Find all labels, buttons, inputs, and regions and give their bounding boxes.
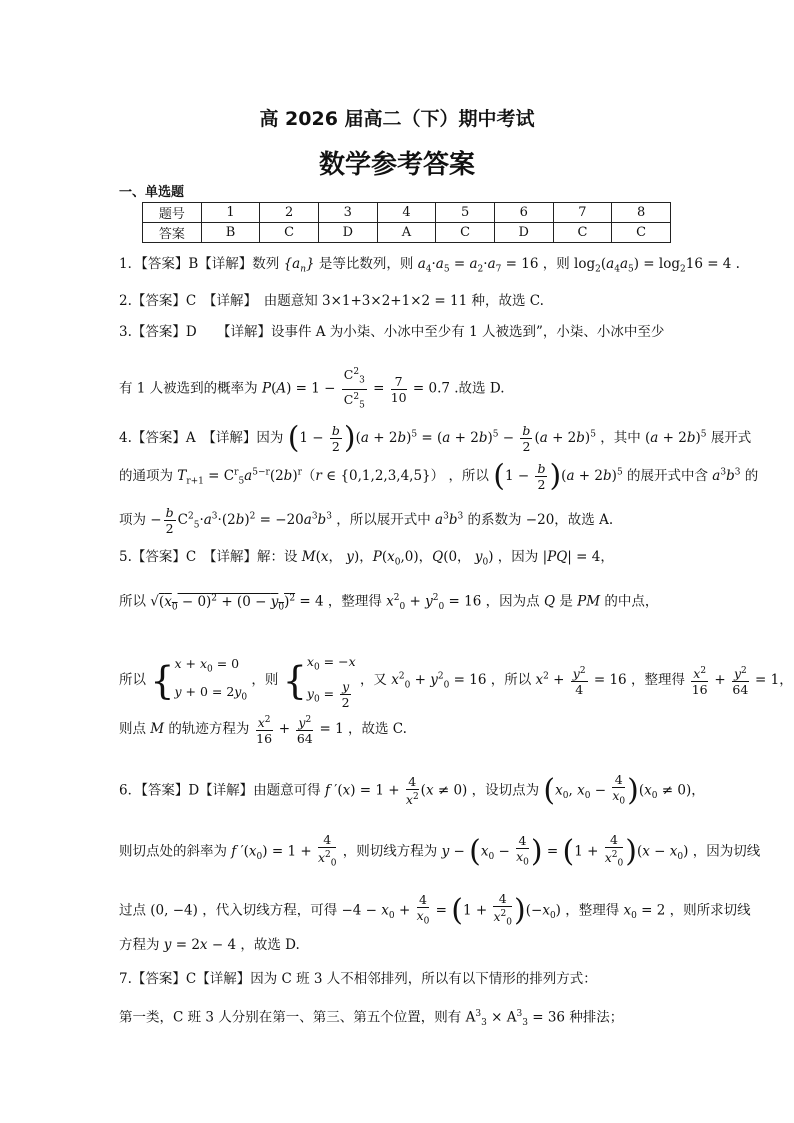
q6-text-6: 过点 [119,902,146,919]
q5-line-2: 所以 $√(x_0 - 0)^2 + (0 - y_0)^2 = 4$ ，整理得 $x^2_0 + y^2_0 = 16$ ，因为点 Q 是 PM 的中点， [119,593,659,613]
q6-text: 6．【答案】D【详解】由题意可得 [119,782,321,799]
q6-text-7: ，代入切线方程，可得 [202,902,338,919]
q6-text-11: ，故选 D. [240,937,300,953]
q5-text-7: 的中点， [604,593,659,610]
q5-text-13: 则点 [119,721,146,738]
q5-line-3: 所以 {$x + x_0 = 0$ $y + 0 = 2y_0$ ，则 {$x_0 = -x$ $y_0$ = $\frac{y}{2}$ ，又 $x^2_0 + y^2_0 = 16$ ，所以 $x^2$ + $\frac{y^2}{4}$ = 16 ，整理得 $\frac{x^2}{16}$ + $\frac{y^2}{64}$ = 1， [119,654,793,710]
table-cell: C [553,223,612,243]
q5-text-4: ，整理得 [327,593,382,610]
table-cell: A [377,223,436,243]
table-cell: C [612,223,671,243]
q6-line-2: 则切点处的斜率为 f $'(x_0) = 1$ + $\frac{4}{x^2_0}$ ，则切线方程为 $y - (x_0$ − $\frac{4}{x_0}$ ) = (1 + $\frac{4}{x^2_0}$ )$(x - x_0)$ ，因为切线 [119,832,761,869]
q5-text-9: ，则 [251,672,279,688]
q5-text-8: 所以 [119,672,146,688]
q1-line: 1．【答案】B【详解】数列 $\{a_n\}$ 是等比数列，则 $a_4\cdot a_5 = a_2\cdot a_7 = 16$ ，则 $\log_2(a_4a_5) = \log_216 = 4$ . [119,256,740,275]
q5-text: 5.【答案】C 【详解】解：设 [119,549,298,565]
q7-line-1: 7.【答案】C【详解】因为 C 班 3 人不相邻排列，所以有以下情形的排列方式： [119,971,597,987]
q6-line-1: 6．【答案】D【详解】由题意可得 f ′(x) = 1 + $\frac{4}{x^2}$ (x ≠ 0) ，设切点为 ($x_0$, $x_0$ − $\frac{4}{x_0}$ )$(x_0 \ne 0)$， [119,772,705,808]
q3-text-2: .故选 D. [454,380,505,397]
q4-line-3: 项为 − $\frac{b}{2}$ $C^2_5\cdot a^3\cdot(2b)^2 = -20a^3b^3$ ，所以展开式中 $a^3b^3$ 的系数为 −20，故选 A. [119,505,614,536]
q5-text-6: 是 [559,593,573,610]
q1-text-3: ，则 [542,256,570,272]
table-cell: 5 [436,203,495,223]
q6-text-9: ，则所求切线 [669,902,751,919]
q6-text-8: ，整理得 [565,902,620,919]
q6-text-10: 方程为 [119,937,160,953]
q4-line-1: 4.【答案】A 【详解】因为 (1 − $\frac{b}{2}$ )$(a + 2b)^5 = (a + 2b)^5$ − $\frac{b}{2}$ $(a + 2b)^5$ ，其中 $(a + 2b)^5$ 展开式 [119,420,752,456]
q1-text-2: 是等比数列，则 [318,256,414,272]
q4-text-7: 的 [744,468,759,484]
table-cell: 6 [494,203,553,223]
table-cell: C [260,223,319,243]
q4-line-2: 的通项为 $T_{r+1} = C^r_5a^{5-r}(2b)^r(r$ ∈ {0,1,2,3,4,5}） ，所以 (1 − $\frac{b}{2}$ )$(a + 2b)^5$ 的展开式中含 $a^3b^3$ 的 [119,458,759,494]
q3-line-1: 3.【答案】D 【详解】设事件 A 为小柒、小冰中至少有 1 人被选到”，小柒、小冰中至少 [119,324,665,340]
q4-text-10: 的系数为 −20，故选 A. [467,512,614,528]
q5-text-5: ，因为点 [485,593,540,610]
q5-text-12: ，整理得 [630,672,685,688]
q4-text-4: 的通项为 [119,468,173,484]
q6-text-2: ，设切点为 [471,782,540,799]
q6-line-3: 过点 (0, −4) ，代入切线方程，可得 $-4 - x_0$ + $\frac{4}{x_0}$ = (1 + $\frac{4}{x^2_0}$ )$(-x_0)$ ，整理得 $x_0 = 2$ ，则所求切线 [119,891,751,928]
table-cell: 8 [612,203,671,223]
q6-text-4: ，则切线方程为 [342,843,438,860]
q1-text: 1．【答案】B【详解】数列 [119,256,280,272]
table-cell: 2 [260,203,319,223]
table-row [143,203,671,223]
q5-text-15: ，故选 C. [348,721,407,738]
q5-text-2: ，因为 [497,549,539,565]
q5-text-3: 所以 [119,593,146,610]
table-cell: 1 [201,203,260,223]
table-cell: D [318,223,377,243]
q4-text: 4.【答案】A 【详解】因为 [119,430,284,446]
q6-line-4: 方程为 y = 2x − 4 ，故选 D. [119,937,300,953]
q5-text-11: ，所以 [490,672,532,688]
table-cell: 3 [318,203,377,223]
q4-text-3: 展开式 [710,430,752,446]
q4-text-9: ，所以展开式中 [336,512,431,528]
table-cell: 7 [553,203,612,223]
table-cell: C [436,223,495,243]
table-header-cell: 题号 [143,203,202,223]
q7-line-2: 第一类，C 班 3 人分别在第一、第三、第五个位置，则有 $A^3_3 \times A^3_3 = 36$ 种排法； [119,1009,624,1029]
q4-text-6: 的展开式中含 [626,468,708,484]
q7-text-2: 种排法； [569,1009,624,1026]
q5-line-4: 则点 M 的轨迹方程为 $\frac{x^2}{16}$ + $\frac{y^2}{64}$ = 1 ，故选 C. [119,715,407,747]
q4-text-2: ，其中 [600,430,641,446]
q5-line-1: 5.【答案】C 【详解】解：设 M(x， y)，$P(x_0,0)$，Q(0， $y_0$) ，因为 |PQ| = 4， [119,549,614,568]
doc-subtitle: 数学参考答案 [318,150,475,180]
q2-line: 2.【答案】C 【详解】 由题意知 3×1+3×2+1×2 = 11 种，故选 C. [119,293,544,309]
q4-text-5: ，所以 [448,468,489,484]
table-row [143,223,671,243]
q5-text-14: 的轨迹方程为 [168,721,250,738]
table-cell: 4 [377,203,436,223]
q6-text-3: 则切点处的斜率为 [119,843,227,860]
exam-title: 高 2026 届高二（下）期中考试 [259,108,535,130]
q5-text-10: ，又 [359,672,387,688]
table-cell: D [494,223,553,243]
q3-line-2: 有 1 人被选到的概率为 P(A) = 1 − $\frac{C^2_3}{C^2_5}$ = $\frac{7}{10}$ = 0.7 .故选 D. [119,367,505,411]
q4-text-8: 项为 [119,512,146,528]
table-cell: B [201,223,260,243]
table-header-cell: 答案 [143,223,202,243]
q3-text: 有 1 人被选到的概率为 [119,380,258,397]
section-heading: 一、单选题 [119,185,185,200]
answer-table [142,202,671,243]
q6-text-5: ，因为切线 [692,843,761,860]
q7-text: 第一类，C 班 3 人分别在第一、第三、第五个位置，则有 [119,1009,462,1026]
